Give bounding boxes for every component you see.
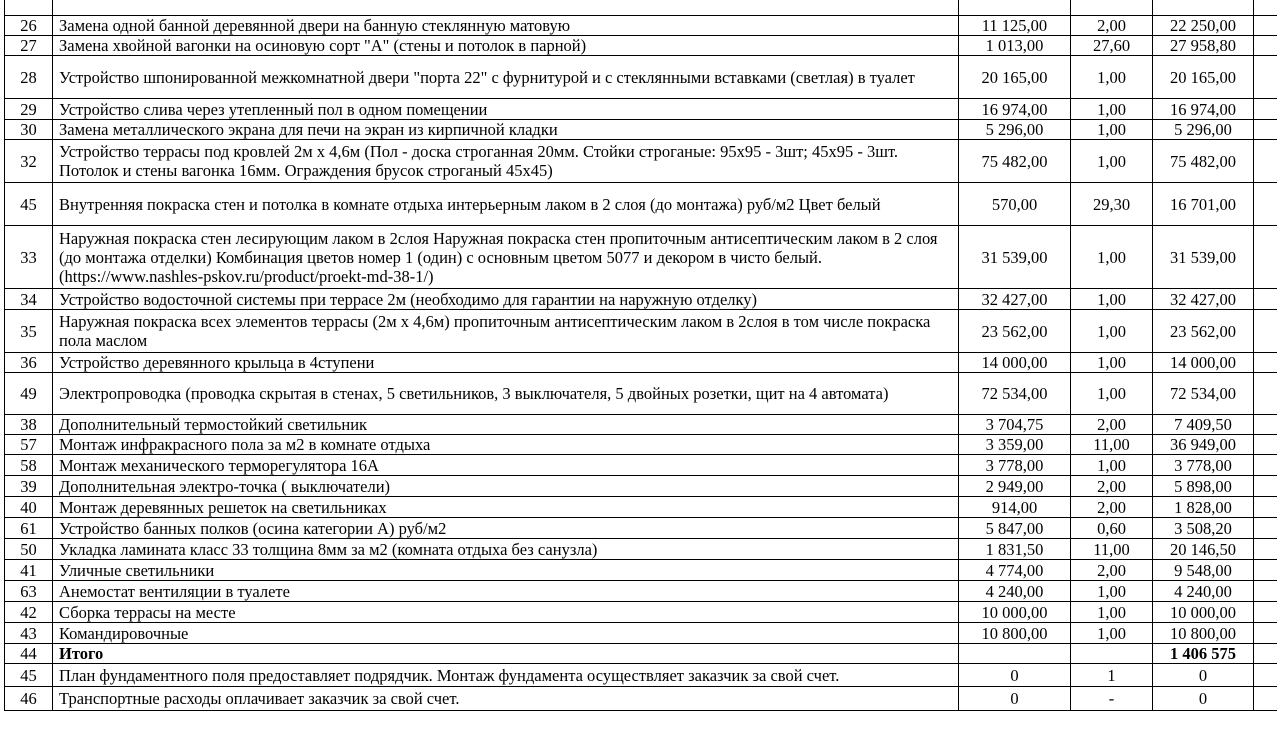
table-row [5, 623, 1277, 644]
row-unit-price: 16 974,00 [959, 99, 1071, 120]
row-description: Наружная покраска стен лесирующим лаком в 2слоя Наружная покраска стен пропиточным антисептическим лаком в 2 слоя (до монтажа отделки) Комбинация цветов номер 1 (один) с основным цветом 5077 и декором в чисто белый. (https://www.nashles-pskov.ru/product/proekt-md-38-1/) [53, 226, 959, 289]
row-total: 10 800,00 [1153, 623, 1254, 644]
table-row [5, 226, 1277, 289]
row-number: 45 [5, 183, 53, 226]
row-number: 42 [5, 602, 53, 623]
row-number: 34 [5, 289, 53, 310]
clipped-column [1254, 226, 1277, 289]
row-quantity: 2,00 [1071, 476, 1153, 497]
row-description: Замена металлического экрана для печи на экран из кирпичной кладки [53, 120, 959, 140]
clipped-column [1254, 310, 1277, 353]
row-total: 16 701,00 [1153, 183, 1254, 226]
row-quantity: 1,00 [1071, 602, 1153, 623]
clipped-column [1254, 560, 1277, 581]
clipped-column [1254, 373, 1277, 415]
row-description: Монтаж инфракрасного пола за м2 в комнате отдыха [53, 435, 959, 455]
clipped-column [1254, 435, 1277, 455]
row-number: 29 [5, 99, 53, 120]
table-row [5, 120, 1277, 140]
row-description: Анемостат вентиляции в туалете [53, 581, 959, 602]
row-number: 63 [5, 581, 53, 602]
row-total: 20 146,50 [1153, 539, 1254, 560]
table-row [5, 435, 1277, 455]
row-unit-price: 1 831,50 [959, 539, 1071, 560]
table-row [5, 497, 1277, 518]
row-total: 22 250,00 [1153, 16, 1254, 36]
row-number: 50 [5, 539, 53, 560]
row-total: 1 406 575 [1153, 644, 1254, 664]
row-total: 72 534,00 [1153, 373, 1254, 415]
table-row [5, 289, 1277, 310]
clipped-column [1254, 518, 1277, 539]
clipped-column [1254, 56, 1277, 99]
row-number: 33 [5, 226, 53, 289]
row-unit-price: 72 534,00 [959, 373, 1071, 415]
table-row [5, 415, 1277, 435]
table-row [5, 602, 1277, 623]
table-row [5, 353, 1277, 373]
clipped-column [1254, 289, 1277, 310]
row-unit-price [959, 644, 1071, 664]
row-total: 5 898,00 [1153, 476, 1254, 497]
row-total: 7 409,50 [1153, 415, 1254, 435]
row-quantity: 2,00 [1071, 415, 1153, 435]
row-unit-price: 32 427,00 [959, 289, 1071, 310]
row-description: Дополнительная электро-точка ( выключатели) [53, 476, 959, 497]
row-number: 61 [5, 518, 53, 539]
row-quantity: 2,00 [1071, 497, 1153, 518]
row-description: Итого [53, 644, 959, 664]
row-total: 75 482,00 [1153, 140, 1254, 183]
row-total: 10 000,00 [1153, 602, 1254, 623]
clipped-column [1254, 687, 1277, 711]
clipped-column [1254, 497, 1277, 518]
row-number: 46 [5, 687, 53, 711]
row-quantity: 11,00 [1071, 435, 1153, 455]
clipped-column [1254, 664, 1277, 687]
row-description: Внутренняя покраска стен и потолка в комнате отдыха интерьерным лаком в 2 слоя (до монтажа) руб/м2 Цвет белый [53, 183, 959, 226]
row-description: Устройство водосточной системы при террасе 2м (необходимо для гарантии на наружную отделку) [53, 289, 959, 310]
row-description: Монтаж механического терморегулятора 16А [53, 455, 959, 476]
row-total: 0 [1153, 664, 1254, 687]
row-quantity: 2,00 [1071, 16, 1153, 36]
table-row [5, 373, 1277, 415]
row-number: 57 [5, 435, 53, 455]
row-total: 4 240,00 [1153, 581, 1254, 602]
row-number: 44 [5, 644, 53, 664]
row-number: 35 [5, 310, 53, 353]
table-row [5, 310, 1277, 353]
row-unit-price: 23 562,00 [959, 310, 1071, 353]
row-number: 39 [5, 476, 53, 497]
row-quantity: 1,00 [1071, 310, 1153, 353]
row-quantity: 1,00 [1071, 226, 1153, 289]
row-unit-price: 11 125,00 [959, 16, 1071, 36]
row-number: 43 [5, 623, 53, 644]
row-unit-price: 14 000,00 [959, 353, 1071, 373]
row-total: 20 165,00 [1153, 56, 1254, 99]
row-quantity: 1,00 [1071, 373, 1153, 415]
clipped-column [1254, 120, 1277, 140]
clipped-column [1254, 36, 1277, 56]
row-total: 16 974,00 [1153, 99, 1254, 120]
row-total: 3 778,00 [1153, 455, 1254, 476]
row-number: 32 [5, 140, 53, 183]
row-description: Командировочные [53, 623, 959, 644]
table-row [5, 664, 1277, 687]
clipped-column [1254, 16, 1277, 36]
row-quantity: 27,60 [1071, 36, 1153, 56]
row-description: Замена одной банной деревянной двери на банную стеклянную матовую [53, 16, 959, 36]
row-description: Замена хвойной вагонки на осиновую сорт "А" (стены и потолок в парной) [53, 36, 959, 56]
row-quantity: 1,00 [1071, 140, 1153, 183]
row-number: 36 [5, 353, 53, 373]
row-description: Устройство шпонированной межкомнатной двери "порта 22" с фурнитурой и с стеклянными вставками (светлая) в туалет [53, 56, 959, 99]
clipped-top-row [5, 0, 1277, 16]
row-unit-price: 31 539,00 [959, 226, 1071, 289]
table-row [5, 36, 1277, 56]
clipped-column [1254, 602, 1277, 623]
row-unit-price: 3 778,00 [959, 455, 1071, 476]
row-description: Укладка ламината класс 33 толщина 8мм за м2 (комната отдыха без санузла) [53, 539, 959, 560]
row-description: Электропроводка (проводка скрытая в стенах, 5 светильников, 3 выключателя, 5 двойных розетки, щит на 4 автомата) [53, 373, 959, 415]
row-description: Устройство слива через утепленный пол в одном помещении [53, 99, 959, 120]
row-unit-price: 5 296,00 [959, 120, 1071, 140]
row-total: 9 548,00 [1153, 560, 1254, 581]
row-description: Сборка террасы на месте [53, 602, 959, 623]
clipped-column [1254, 644, 1277, 664]
row-number: 40 [5, 497, 53, 518]
row-quantity: 0,60 [1071, 518, 1153, 539]
row-number: 27 [5, 36, 53, 56]
row-quantity [1071, 644, 1153, 664]
row-total: 32 427,00 [1153, 289, 1254, 310]
row-description: Устройство террасы под кровлей 2м х 4,6м (Пол - доска строганная 20мм. Стойки строганые: 95х95 - 3шт; 45х95 - 3шт. Потолок и стены вагонка 16мм. Ограждения брусок строганый 45х45) [53, 140, 959, 183]
estimate-table [4, 0, 1277, 711]
clipped-column [1254, 539, 1277, 560]
row-total: 5 296,00 [1153, 120, 1254, 140]
table-row [5, 455, 1277, 476]
row-unit-price: 570,00 [959, 183, 1071, 226]
row-total: 31 539,00 [1153, 226, 1254, 289]
row-quantity: - [1071, 687, 1153, 711]
table-row [5, 644, 1277, 664]
row-description: Монтаж деревянных решеток на светильниках [53, 497, 959, 518]
estimate-rows [5, 0, 1277, 711]
row-total: 23 562,00 [1153, 310, 1254, 353]
row-quantity: 1,00 [1071, 581, 1153, 602]
row-total: 27 958,80 [1153, 36, 1254, 56]
table-row [5, 183, 1277, 226]
table-row [5, 687, 1277, 711]
table-row [5, 16, 1277, 36]
row-description: Устройство банных полков (осина категории А) руб/м2 [53, 518, 959, 539]
table-row [5, 518, 1277, 539]
row-number: 58 [5, 455, 53, 476]
row-total: 0 [1153, 687, 1254, 711]
row-quantity: 2,00 [1071, 560, 1153, 581]
clipped-column [1254, 183, 1277, 226]
table-row [5, 140, 1277, 183]
row-quantity: 29,30 [1071, 183, 1153, 226]
row-number: 26 [5, 16, 53, 36]
row-number: 45 [5, 664, 53, 687]
row-quantity: 1,00 [1071, 56, 1153, 99]
clipped-column [1254, 353, 1277, 373]
row-unit-price: 914,00 [959, 497, 1071, 518]
row-number: 41 [5, 560, 53, 581]
row-quantity: 11,00 [1071, 539, 1153, 560]
row-quantity: 1,00 [1071, 353, 1153, 373]
clipped-column [1254, 476, 1277, 497]
table-row [5, 560, 1277, 581]
row-unit-price: 3 359,00 [959, 435, 1071, 455]
row-number: 38 [5, 415, 53, 435]
row-unit-price: 10 800,00 [959, 623, 1071, 644]
row-unit-price: 0 [959, 687, 1071, 711]
row-quantity: 1,00 [1071, 120, 1153, 140]
row-number: 28 [5, 56, 53, 99]
table-row [5, 581, 1277, 602]
row-description: Дополнительный термостойкий светильник [53, 415, 959, 435]
row-description: Наружная покраска всех элементов террасы (2м х 4,6м) пропиточным антисептическим лаком в 2слоя в том числе покраска пола маслом [53, 310, 959, 353]
row-unit-price: 1 013,00 [959, 36, 1071, 56]
row-description: Транспортные расходы оплачивает заказчик за свой счет. [53, 687, 959, 711]
table-row [5, 476, 1277, 497]
clipped-column [1254, 455, 1277, 476]
row-number: 49 [5, 373, 53, 415]
clipped-column [1254, 99, 1277, 120]
row-description: Уличные светильники [53, 560, 959, 581]
clipped-column [1254, 581, 1277, 602]
row-unit-price: 2 949,00 [959, 476, 1071, 497]
row-unit-price: 4 774,00 [959, 560, 1071, 581]
table-row [5, 56, 1277, 99]
row-unit-price: 3 704,75 [959, 415, 1071, 435]
row-unit-price: 0 [959, 664, 1071, 687]
table-row [5, 539, 1277, 560]
clipped-column [1254, 415, 1277, 435]
row-total: 1 828,00 [1153, 497, 1254, 518]
row-total: 3 508,20 [1153, 518, 1254, 539]
row-unit-price: 5 847,00 [959, 518, 1071, 539]
row-total: 36 949,00 [1153, 435, 1254, 455]
row-quantity: 1 [1071, 664, 1153, 687]
clipped-column [1254, 140, 1277, 183]
clipped-column [1254, 623, 1277, 644]
row-quantity: 1,00 [1071, 289, 1153, 310]
row-unit-price: 75 482,00 [959, 140, 1071, 183]
row-quantity: 1,00 [1071, 99, 1153, 120]
row-total: 14 000,00 [1153, 353, 1254, 373]
table-row [5, 99, 1277, 120]
row-number: 30 [5, 120, 53, 140]
row-quantity: 1,00 [1071, 623, 1153, 644]
row-unit-price: 10 000,00 [959, 602, 1071, 623]
row-description: Устройство деревянного крыльца в 4ступени [53, 353, 959, 373]
row-unit-price: 20 165,00 [959, 56, 1071, 99]
row-quantity: 1,00 [1071, 455, 1153, 476]
row-description: План фундаментного поля предоставляет подрядчик. Монтаж фундамента осуществляет заказчик за свой счет. [53, 664, 959, 687]
row-unit-price: 4 240,00 [959, 581, 1071, 602]
